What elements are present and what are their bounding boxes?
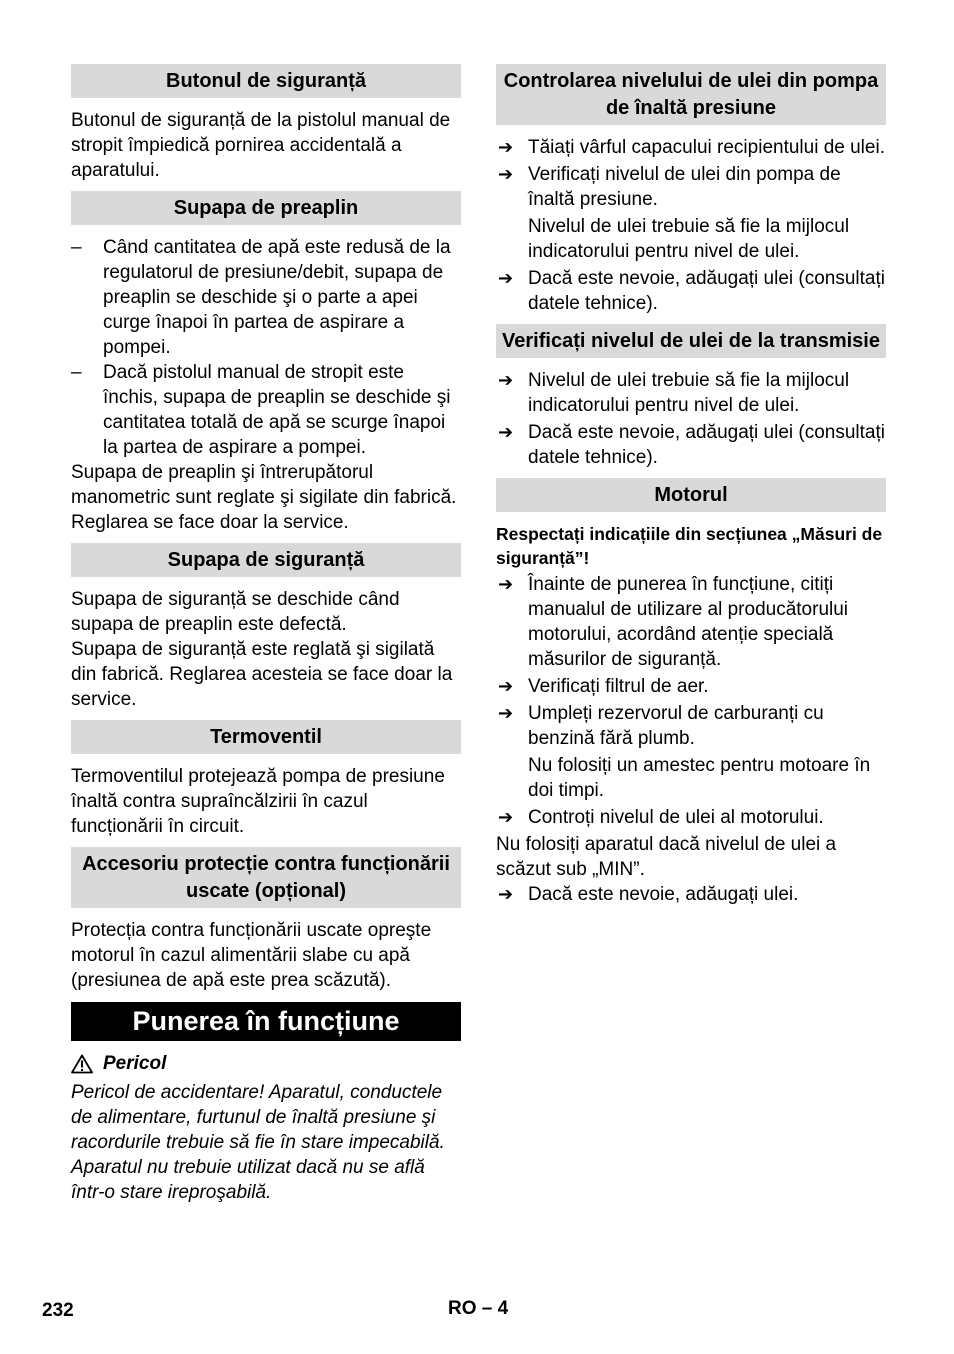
section-title-overflow-valve: Supapa de preaplin [71,191,461,225]
list-item-text: Umpleți rezervorul de carburanți cu benzină fără plumb. [528,703,824,749]
arrow-icon: ➔ [498,137,514,158]
list-item [496,266,886,316]
list-item-text: Dacă pistolul manual de stropit este închis, supapa de preaplin se deschide şi cantitatea totală de apă se scurge înapoi la partea de aspirare a pompei. [103,362,451,458]
section-title-gearbox-oil-level: Verificați nivelul de ulei de la transmisie [496,324,886,358]
pump-oil-note: Nivelul de ulei trebuie să fie la mijlocul indicatorului pentru nivel de ulei. [528,216,850,262]
engine-safety-note: Respectați indicațiile din secțiunea „Măsuri de siguranță”! [496,524,883,568]
list-item-text: Verificați nivelul de ulei din pompa de înaltă presiune. [528,164,841,210]
list-item [496,882,886,907]
section-title-pump-oil-level: Controlarea nivelului de ulei din pompa de înaltă presiune [496,64,886,125]
dry-run-protection-text: Protecția contra funcționării uscate opreşte motorul în cazul alimentării slabe cu apă (presiunea de apă este prea scăzută). [71,920,432,991]
safety-valve-text-1: Supapa de siguranță se deschide când supapa de preaplin este defectă. [71,589,400,635]
engine-oil-warning: Nu folosiți aparatul dacă nivelul de ulei a scăzut sub „MIN”. [496,834,837,880]
section-title-engine: Motorul [496,478,886,512]
list-item [496,420,886,470]
dash-marker: – [71,362,82,383]
list-item-text: Tăiați vârful capacului recipientului de ulei. [528,137,885,158]
dash-marker: – [71,237,82,258]
list-item [496,135,886,160]
page-number: 232 [42,1300,74,1321]
list-item-text: Dacă este nevoie, adăugați ulei (consultați datele tehnice). [528,422,886,468]
arrow-icon: ➔ [498,164,514,185]
safety-button-text: Butonul de siguranță de la pistolul manual de stropit împiedică pornirea accidentală a aparatului. [71,110,451,181]
left-column [71,64,461,1205]
language-page-label: RO – 4 [448,1298,509,1319]
list-item [496,805,886,830]
section-title-thermovalve: Termoventil [71,720,461,754]
list-item [71,235,461,360]
arrow-icon: ➔ [498,807,514,828]
list-item [496,368,886,418]
danger-text: Pericol de accidentare! Aparatul, conductele de alimentare, furtunul de înaltă presiune şi racordurile trebuie să fie în stare impecabilă. Aparatul nu trebuie utilizat dacă nu se află într-o stare ireproşabilă. [71,1082,445,1203]
warning-triangle-icon [71,1054,93,1074]
arrow-icon: ➔ [498,884,514,905]
section-title-safety-valve: Supapa de siguranță [71,543,461,577]
thermovalve-text: Termoventilul protejează pompa de presiune înaltă contra supraîncălzirii în cazul funcționării în circuit. [71,766,445,837]
engine-steps [496,572,886,751]
list-item-text: Verificați filtrul de aer. [528,676,709,697]
list-item [496,701,886,751]
pump-oil-steps [496,135,886,212]
list-item [496,572,886,672]
list-item-text: Controți nivelul de ulei al motorului. [528,807,824,828]
danger-label: Pericol [103,1053,167,1074]
list-item [496,162,886,212]
engine-steps-2 [496,805,886,830]
gearbox-oil-steps [496,368,886,470]
engine-fuel-note: Nu folosiți un amestec pentru motoare în doi timpi. [528,755,871,801]
list-item [71,360,461,460]
danger-heading [71,1051,461,1076]
arrow-icon: ➔ [498,422,514,443]
arrow-icon: ➔ [498,574,514,595]
list-item [496,674,886,699]
list-item-text: Nivelul de ulei trebuie să fie la mijlocul indicatorului pentru nivel de ulei. [528,370,850,416]
arrow-icon: ➔ [498,370,514,391]
pump-oil-steps-2 [496,266,886,316]
section-title-dry-run-protection: Accesoriu protecție contra funcționării uscate (opțional) [71,847,461,908]
list-item-text: Dacă este nevoie, adăugați ulei. [528,884,799,905]
safety-valve-text-2: Supapa de siguranță este reglată şi sigilată din fabrică. Reglarea acesteia se face doar la service. [71,639,453,710]
engine-steps-3 [496,882,886,907]
arrow-icon: ➔ [498,268,514,289]
list-item-text: Când cantitatea de apă este redusă de la regulatorul de presiune/debit, supapa de preaplin se deschide şi o parte a apei curge înapoi în partea de aspirare a pompei. [103,237,451,358]
chapter-title-commissioning: Punerea în funcțiune [71,1002,461,1041]
right-column [496,64,886,909]
list-item-text: Înainte de punerea în funcțiune, citiți manualul de utilizare al producătorului motorului, acordând atenție specială măsurilor de siguranță. [528,574,849,670]
overflow-valve-text: Supapa de preaplin şi întrerupătorul manometric sunt reglate şi sigilate din fabrică. Reglarea se face doar la service. [71,462,457,533]
arrow-icon: ➔ [498,703,514,724]
arrow-icon: ➔ [498,676,514,697]
section-title-safety-button: Butonul de siguranță [71,64,461,98]
overflow-valve-list [71,235,461,460]
list-item-text: Dacă este nevoie, adăugați ulei (consultați datele tehnice). [528,268,886,314]
